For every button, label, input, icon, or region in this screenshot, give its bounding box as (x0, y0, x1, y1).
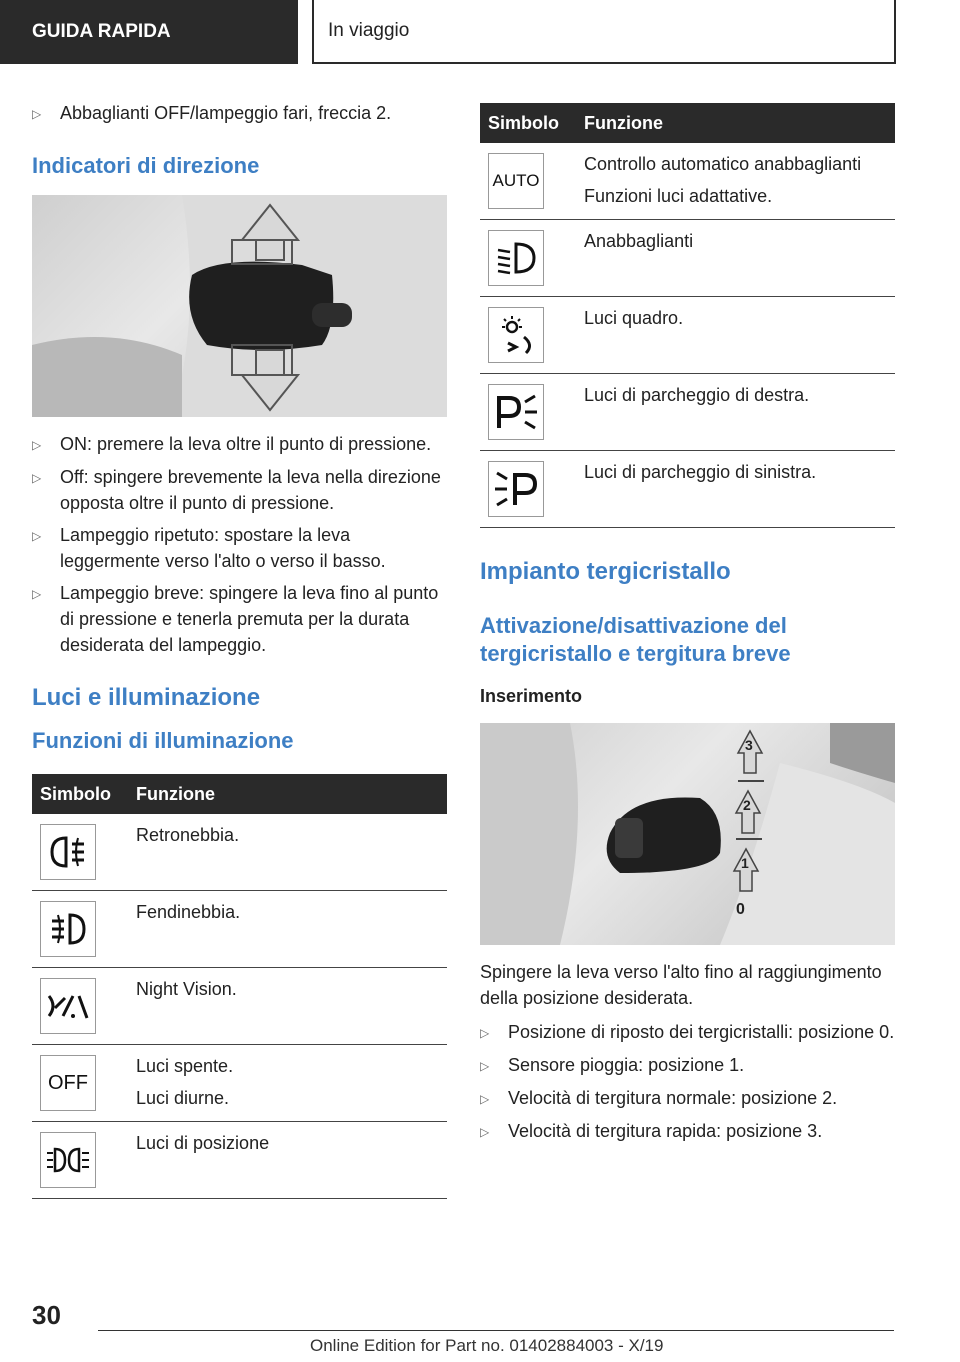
function-label: Luci di posizione (136, 1133, 270, 1153)
list-item: ▷ Sensore pioggia: posizione 1. (480, 1052, 895, 1079)
triangle-bullet-icon: ▷ (480, 1092, 490, 1106)
table-header-row (480, 103, 895, 143)
position-label-3: 3 (745, 737, 753, 753)
column-header-function: Funzione (128, 774, 447, 814)
heading-wiper-sub: Attivazione/disattivazione del tergicristallo e tergitura breve (480, 613, 791, 666)
side-lights-icon (40, 1132, 96, 1188)
table-row (32, 814, 447, 891)
wiper-lever-illustration (480, 723, 895, 945)
list-item: ▷ Posizione di riposto dei tergicristalli: posizione 0. (480, 1019, 895, 1046)
heading-wiper: Impianto tergicristallo (480, 558, 731, 585)
table-row (480, 297, 895, 374)
list-item: ▷ ON: premere la leva oltre il punto di pressione. (32, 431, 447, 458)
function-label: Fendinebbia. (136, 902, 241, 922)
list-item: ▷ Abbaglianti OFF/lampeggio fari, freccia 2. (32, 100, 447, 127)
light-functions-table-continued (480, 103, 895, 528)
instrument-lighting-icon (488, 307, 544, 363)
chapter-title: In viaggio (328, 20, 410, 41)
indicator-lever-photo (32, 195, 447, 417)
edition-note: Online Edition for Part no. 01402884003 - X/19 (310, 1336, 664, 1355)
triangle-bullet-icon: ▷ (32, 438, 42, 452)
table-row (32, 891, 447, 968)
position-label-0: 0 (736, 901, 745, 918)
footer-divider (98, 1330, 894, 1331)
column-header-symbol: Simbolo (32, 774, 128, 814)
night-vision-icon (40, 978, 96, 1034)
function-label: Luci spente. (136, 1056, 234, 1076)
table-row (32, 1122, 447, 1199)
function-label: Luci quadro. (584, 308, 684, 328)
table-row (32, 1045, 447, 1122)
left-column (32, 100, 447, 1199)
heading-light-functions: Funzioni di illuminazione (32, 728, 294, 753)
indicator-lever-illustration (32, 195, 447, 417)
chapter-tab (312, 0, 896, 64)
list-item: ▷ Velocità di tergitura rapida: posizione 3. (480, 1118, 895, 1145)
triangle-bullet-icon: ▷ (480, 1026, 490, 1040)
parking-left-icon (488, 461, 544, 517)
list-item: ▷ Velocità di tergitura normale: posizione 2. (480, 1085, 895, 1112)
table-row (480, 374, 895, 451)
function-label: Anabbaglianti (584, 231, 694, 251)
function-label: Luci di parcheggio di sinistra. (584, 462, 817, 482)
section-title: GUIDA RAPIDA (32, 21, 171, 42)
position-label-2: 2 (743, 797, 751, 813)
table-header-row (32, 774, 447, 814)
function-label: Retronebbia. (136, 825, 240, 845)
heading-lights: Luci e illuminazione (32, 684, 261, 711)
list-item: ▷ Off: spingere brevemente la leva nella direzione opposta oltre il punto di pressione. (32, 464, 447, 516)
function-label-secondary: Luci diurne. (136, 1088, 230, 1108)
front-fog-light-icon (40, 901, 96, 957)
table-row (32, 968, 447, 1045)
parking-right-icon (488, 384, 544, 440)
function-label: Controllo automatico anabbaglianti (584, 154, 862, 174)
list-item: ▷ Lampeggio ripetuto: spostare la leva leggermente verso l'alto o verso il basso. (32, 522, 447, 574)
triangle-bullet-icon: ▷ (480, 1125, 490, 1139)
wiper-instruction: Spingere la leva verso l'alto fino al raggiungimento della posizione desiderata. (480, 962, 882, 1008)
position-label-1: 1 (741, 855, 749, 871)
section-tab (0, 0, 298, 64)
low-beam-icon (488, 230, 544, 286)
light-functions-table (32, 774, 447, 1199)
triangle-bullet-icon: ▷ (32, 471, 42, 485)
table-row (480, 143, 895, 220)
list-item: ▷ Lampeggio breve: spingere la leva fino al punto di pressione e tenerla premuta per la durata desiderata del lampeggio. (32, 580, 447, 658)
page-number: 30 (32, 1300, 61, 1330)
column-header-function: Funzione (576, 103, 895, 143)
triangle-bullet-icon: ▷ (480, 1059, 490, 1073)
triangle-bullet-icon: ▷ (32, 107, 42, 121)
function-label-secondary: Funzioni luci adattative. (584, 186, 773, 206)
right-column (480, 103, 895, 1151)
table-row (480, 451, 895, 528)
column-header-symbol: Simbolo (480, 103, 576, 143)
auto-icon: AUTO (488, 153, 544, 209)
off-icon: OFF (40, 1055, 96, 1111)
heading-indicators: Indicatori di direzione (32, 153, 260, 178)
wiper-lever-photo (480, 723, 895, 945)
table-row (480, 220, 895, 297)
triangle-bullet-icon: ▷ (32, 529, 42, 543)
function-label: Night Vision. (136, 979, 237, 999)
heading-insert: Inserimento (480, 686, 583, 706)
triangle-bullet-icon: ▷ (32, 587, 42, 601)
rear-fog-light-icon (40, 824, 96, 880)
function-label: Luci di parcheggio di destra. (584, 385, 810, 405)
